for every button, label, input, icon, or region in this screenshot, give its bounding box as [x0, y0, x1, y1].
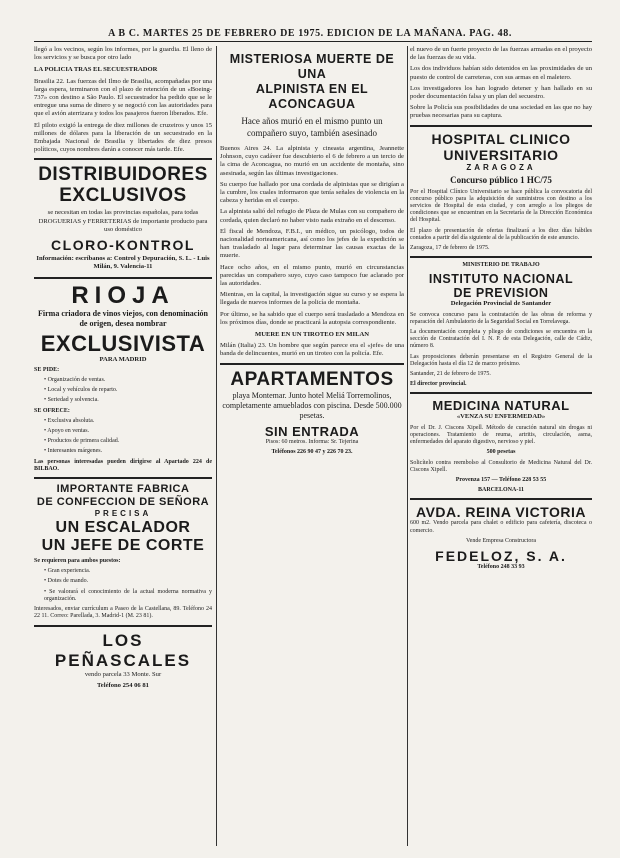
page-header: A B C. MARTES 25 DE FEBRERO DE 1975. EDICION DE LA MAÑANA. PAG. 48.	[108, 28, 512, 39]
ad-body: Por el Hospital Clínico Universitario se hace pública la convocatoria del concurso público para la adquisición de suministros con destino a los servicios de Hospital de esta ciudad, y con arreglo a los pliegos de condiciones que se encuentran en la Secretaría de la Dirección Económica del Hospital.	[410, 188, 592, 224]
article-paragraph: Por último, se ha sabido que el cuerpo será trasladado a Mendoza en los próximos días, donde se practicará la autopsia correspondiente.	[220, 310, 404, 326]
ad-contest: Concurso público 1 HC/75	[450, 174, 552, 185]
article-paragraph: Su cuerpo fue hallado por una cordada de alpinistas que se dirigían a la cumbre, los cuales informaron que tenía señales de violencia en la cabeza y heridas en el cuerpo.	[220, 180, 404, 205]
req-item: • Gran experiencia.	[44, 568, 91, 575]
column-divider	[407, 46, 408, 846]
article-paragraph: Los dos individuos habían sido detenidos en las proximidades de un puesto de control de carreteras, con sus armas en el maletero.	[410, 65, 592, 81]
ad-city: BARCELONA-11	[477, 487, 524, 494]
ad-body: La documentación completa y pliego de condiciones se encuentra en la sección de Contratación del I. N. P. de esta Delegación, calle de Cádiz, número 8.	[410, 329, 592, 350]
ad-city: ZARAGOZA	[466, 162, 536, 172]
ad-distribuidores	[34, 164, 212, 271]
ad-title: DE PREVISION	[453, 286, 549, 301]
ad-date: Zaragoza, 17 de febrero de 1975.	[410, 245, 490, 252]
ad-hospital	[410, 131, 592, 253]
ad-title-2: EXCLUSIVISTA	[40, 330, 206, 356]
ad-title: LOS PEÑASCALES	[54, 630, 192, 670]
ad-contact: Las personas interesadas pueden dirigirse al Apartado 224 de BILBAO.	[34, 458, 212, 472]
ad-body: se necesitan en todas las provincias españolas, para todas DROGUERIAS y FERRETERIAS de importante producto para uso doméstico	[38, 209, 208, 233]
ad-entry: SIN ENTRADA	[264, 423, 360, 439]
divider	[34, 477, 212, 479]
article-paragraph: Hace ocho años, en el mismo punto, murió en circunstancias parecidas un compañero suyo, cuyo caso tampoco fue aclarado por las autoridades.	[220, 263, 404, 288]
ad-title: UNIVERSITARIO	[443, 146, 559, 163]
article-paragraph: Buenos Aires 24. La alpinista y cineasta argentina, Jeannette Johnson, cuyo cadáver fue descubierto el 6 de febrero a un tercio de la cima de Aconcagua, no murió en un accidente de montaña, sino asesinada, según las últimas investigaciones.	[220, 145, 404, 177]
column-left	[34, 46, 212, 693]
ad-contact: Pisos: 60 metros. Informa: Sr. Tejerina	[265, 438, 359, 445]
column-divider	[216, 46, 217, 846]
news-title: LA POLICIA TRAS EL SECUESTRADOR	[34, 66, 158, 74]
article-paragraph: El fiscal de Mendoza, F.B.I., un médico, un psicólogo, todos de nacionalidad norteamericana, así como los jefes de la expedición se han trasladado al lugar para determinar las causas exactas de la muerte.	[220, 227, 404, 260]
req-label: SE PIDE:	[34, 366, 60, 373]
ad-line: DE CONFECCION DE SEÑORA	[36, 496, 210, 509]
req-item: • Seriedad y solvencia.	[44, 397, 99, 404]
ad-reina-victoria	[410, 504, 592, 571]
ad-phone: Teléfono 254 06 81	[97, 681, 149, 689]
divider	[410, 125, 592, 127]
req-item: • Organización de ventas.	[44, 377, 106, 384]
ad-body: 600 m2. Vendo parcela para chalet o edificio para cafetería, discoteca o comercio.	[410, 520, 592, 534]
divider	[410, 498, 592, 500]
ad-phone: Teléfono 248 33 93	[477, 563, 525, 570]
req-item: • Local y vehículos de reparto.	[44, 387, 118, 394]
ad-title: MEDICINA NATURAL	[432, 398, 570, 414]
offer-item: • Interesantes márgenes.	[44, 448, 103, 455]
article-paragraph: el nuevo de un fuerte proyecto de las fuerzas armadas en el proyecto de las fuerzas de su vida.	[410, 46, 592, 62]
divider	[410, 392, 592, 394]
ad-title: RIOJA	[71, 282, 175, 310]
top-text: llegó a los vecinos, según los informes, por la guardia. El lleno de los servicios y se busca por otro lado	[34, 46, 212, 62]
ad-subtitle: Firma criadora de vinos viejos, con denominación de origen, desea nombrar	[38, 309, 208, 329]
ad-title: HOSPITAL CLINICO	[431, 130, 571, 147]
offer-item: • Productos de primera calidad.	[44, 438, 120, 445]
article-paragraph: Milán (Italia) 23. Un hombre que según parece era el «jefe» de una banda de delincuentes, murió en un tiroteo con la policía. Efe.	[220, 342, 404, 358]
ad-line: IMPORTANTE FABRICA	[56, 483, 190, 496]
ad-sign: El director provincial.	[410, 381, 467, 388]
ad-contact: Interesados, enviar currículum a Paseo de la Castellana, 89. Teléfono 24 22 11. Correo: Parellada, 3. Madrid-1 (M. 23 81).	[34, 606, 212, 620]
offer-label: SE OFRECE:	[34, 407, 70, 414]
headline: ALPINISTA EN EL ACONCAGUA	[255, 82, 369, 111]
ad-phones: Teléfonos 226 90 47 y 226 70 23.	[271, 448, 353, 455]
ad-builder: Vende Empresa Constructora	[466, 537, 536, 544]
ad-title: APARTAMENTOS	[230, 368, 394, 390]
ad-body: Por el Dr. J. Ciscons Xipell. Método de curación natural sin drogas ni operaciones. Tratamiento de reuma, artritis, circulación, asma, enfermedades del aparato digestivo, nervioso y piel.	[410, 424, 592, 446]
ad-rioja	[34, 283, 212, 473]
article-paragraph: Los investigadores los han logrado detener y han hallado en su poder documentación falsa y un plan del secuestro.	[410, 84, 592, 101]
divider	[34, 158, 212, 160]
req-item: • Dotes de mando.	[44, 578, 89, 585]
article-paragraph: Sobre la Policía sus posibilidades de una sociedad en las que no hay pruebas necesarias para su captura.	[410, 104, 592, 120]
ad-fabrica	[34, 483, 212, 620]
ad-line: UN JEFE DE CORTE	[41, 537, 205, 555]
req-label: Se requieren para ambos puestos:	[34, 558, 121, 565]
headline: MISTERIOSA MUERTE DE UNA	[229, 52, 395, 81]
ad-contact: Solicítelo contra reembolso al Consultorio de Medicina Natural del Dr. Ciscons Xipell.	[410, 459, 592, 473]
ad-apartamentos	[220, 369, 404, 456]
req-item: • Se valorará el conocimiento de la actual moderna normativa y organización.	[44, 588, 212, 602]
divider	[34, 277, 212, 279]
column-center	[220, 46, 404, 459]
ad-body: El plazo de presentación de ofertas finalizará a los diez días hábiles contados a partir del día siguiente al de la publicación de este anuncio.	[410, 227, 592, 241]
ad-previsión	[410, 262, 592, 388]
news-body: Brasilia 22. Las fuerzas del Ilmo de Brasilia, acompañadas por una larga espera, terminaron con el plazo de retención de un «Boeing-737» con destino a São Paulo. El secuestrador ha pedido que se le entregue una suma de dinero y se negoció con las autoridades para que el avión aterrizara y todos los pasajeros fueron liberados. Efe.	[34, 77, 212, 118]
column-right	[410, 46, 592, 574]
ad-delegation: Delegación Provincial de Santander	[450, 300, 552, 308]
ad-line: PRECISA	[94, 509, 152, 519]
ad-company: FEDELOZ, S. A.	[435, 547, 567, 564]
ad-region: PARA MADRID	[99, 355, 147, 363]
header-rule	[34, 41, 592, 42]
offer-item: • Apoyo en ventas.	[44, 428, 90, 435]
ad-price: 500 pesetas	[486, 449, 516, 456]
ad-title: DISTRIBUIDORES	[38, 164, 208, 186]
ad-title: EXCLUSIVOS	[59, 185, 187, 207]
divider	[34, 625, 212, 627]
ad-subtitle: «VENZA SU ENFERMEDAD»	[456, 413, 546, 421]
divider	[220, 363, 404, 365]
ad-ministry: MINISTERIO DE TRABAJO	[462, 262, 540, 269]
ad-phone: Provenza 157 — Teléfono 228 53 55	[455, 476, 547, 483]
subheadline-2: MUERE EN UN TIROTEO EN MILAN	[255, 331, 369, 339]
ad-date: Santander, 21 de febrero de 1975.	[410, 371, 491, 378]
subheadline: Hace años murió en el mismo punto un compañero suyo, también asesinado	[241, 116, 383, 138]
ad-penascales	[34, 631, 212, 690]
ad-body: Se convoca concurso para la contratación de las obras de reforma y reparación del Ambulatorio de la Seguridad Social en Torrelavega.	[410, 311, 592, 325]
ad-line: UN ESCALADOR	[55, 519, 191, 537]
news-body-2: El piloto exigió la entrega de diez millones de cruzeiros y unos 15 millones de dólares para la liberación de un secuestrado en la Embajada Nacional de Brasilia y libertades de diez presos políticos, cuyos nombres darán a conocer más tarde. Efe.	[34, 121, 212, 154]
ad-medicina	[410, 398, 592, 494]
ad-title: INSTITUTO NACIONAL	[428, 272, 574, 287]
ad-body: vendo parcela 33 Monte. Sur	[84, 670, 162, 678]
offer-item: • Exclusiva absoluta.	[44, 417, 95, 424]
divider	[410, 256, 592, 258]
ad-body: Las proposiciones deberán presentarse en el Registro General de la Delegación hasta el día 12 de marzo próximo.	[410, 353, 592, 367]
article-paragraph: La alpinista salió del refugio de Plaza de Mulas con su compañero de cordada, quien declaró no haber visto nada extraño en el descenso.	[220, 208, 404, 224]
ad-contact: Información: escríbanos a: Control y Depuración, S. L. - Luis Milán, 9. Valencia-11	[36, 255, 210, 271]
article-paragraph: Mientras, en la capital, la investigación sigue su curso y se espera la llegada de nuevos informes de la policía de montaña.	[220, 291, 404, 307]
ad-title: AVDA. REINA VICTORIA	[416, 504, 586, 521]
ad-body: playa Montemar. Junto hotel Meliá Torremolinos, completamente amueblados con piscina. Desde 500.000 pesetas.	[222, 390, 402, 420]
product-name: CLORO-KONTROL	[51, 237, 195, 254]
